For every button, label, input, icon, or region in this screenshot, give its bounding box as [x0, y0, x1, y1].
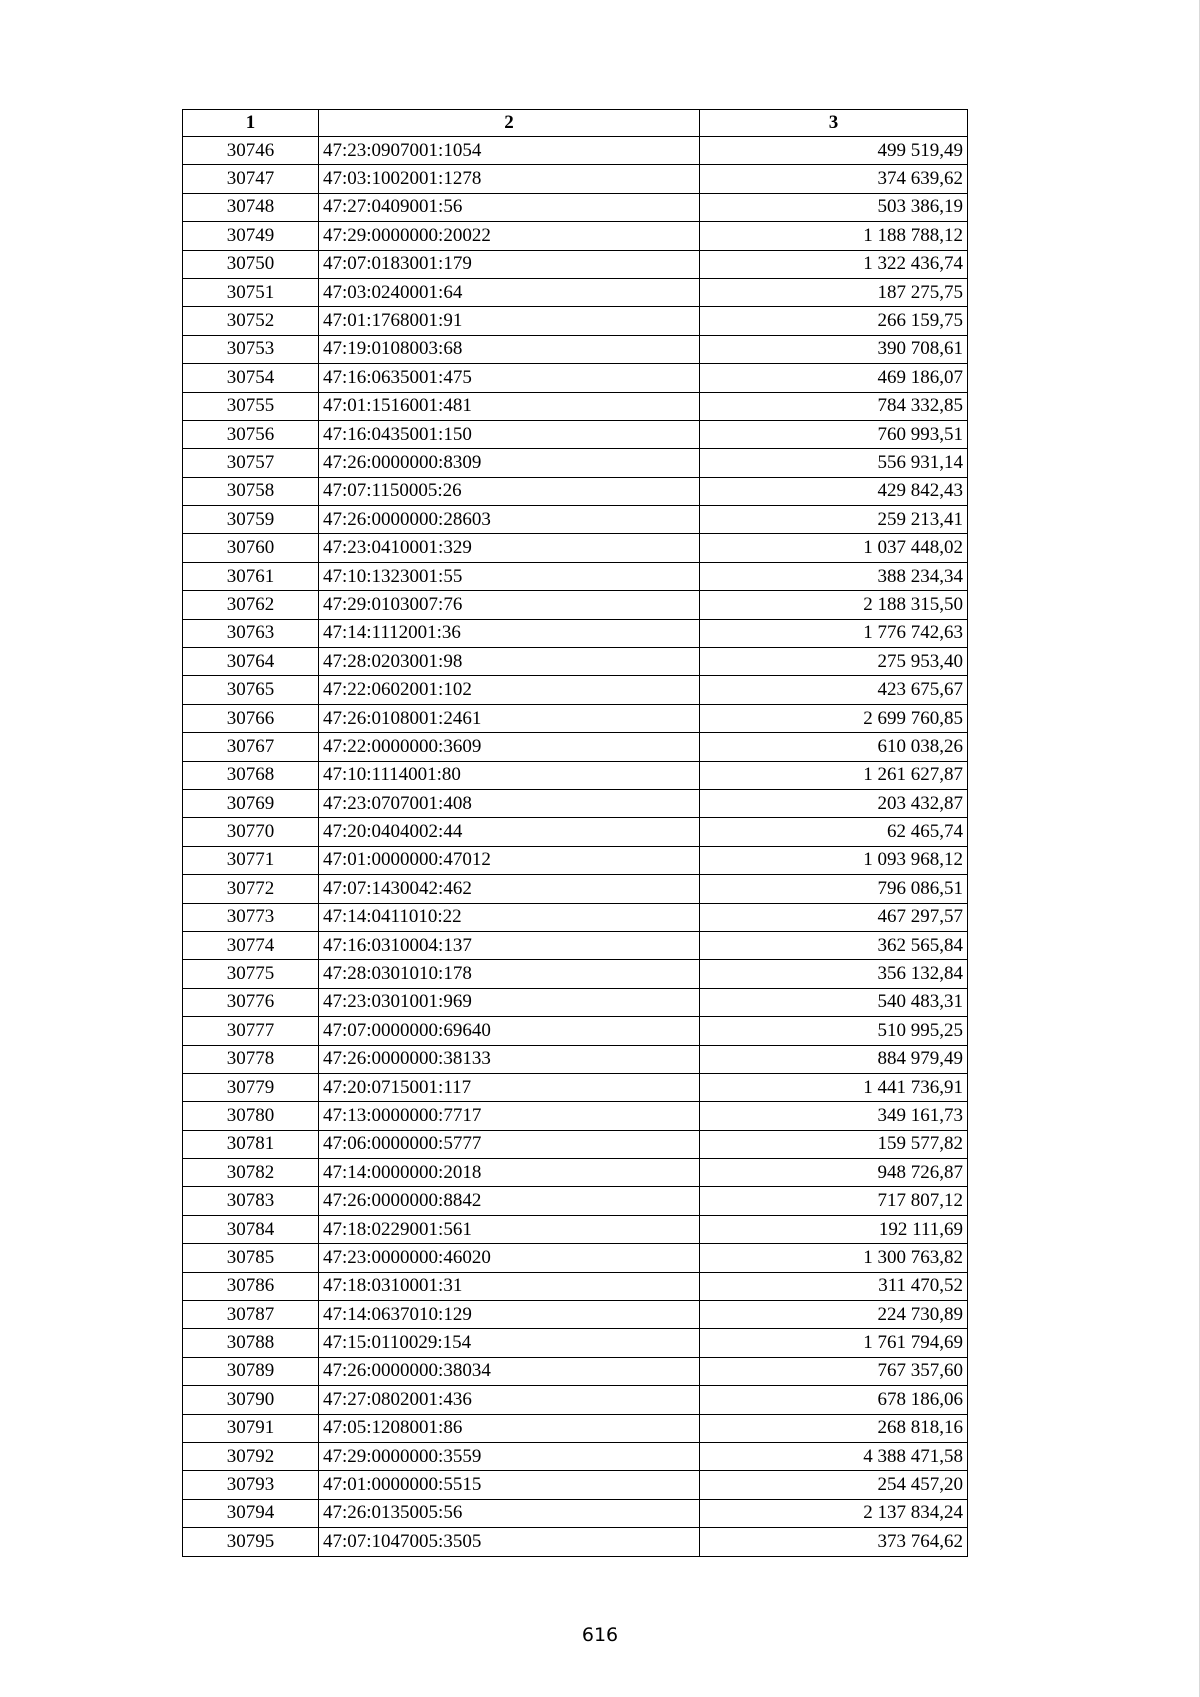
row-number-cell: 30776: [183, 988, 319, 1016]
row-number-cell: 30772: [183, 875, 319, 903]
cadastral-number-cell: 47:01:0000000:47012: [319, 846, 700, 874]
value-cell: 159 577,82: [700, 1130, 968, 1158]
row-number-cell: 30755: [183, 392, 319, 420]
cadastral-number-cell: 47:23:0410001:329: [319, 534, 700, 562]
cadastral-number-cell: 47:20:0404002:44: [319, 818, 700, 846]
row-number-cell: 30763: [183, 619, 319, 647]
table-row: [183, 534, 968, 562]
value-cell: 717 807,12: [700, 1187, 968, 1215]
value-cell: 423 675,67: [700, 676, 968, 704]
table-row: [183, 1159, 968, 1187]
value-cell: 187 275,75: [700, 278, 968, 306]
cadastral-number-cell: 47:03:1002001:1278: [319, 165, 700, 193]
cadastral-number-cell: 47:23:0907001:1054: [319, 137, 700, 165]
row-number-cell: 30750: [183, 250, 319, 278]
cadastral-number-cell: 47:27:0409001:56: [319, 193, 700, 221]
table-row: [183, 335, 968, 363]
row-number-cell: 30757: [183, 449, 319, 477]
row-number-cell: 30784: [183, 1215, 319, 1243]
cadastral-number-cell: 47:05:1208001:86: [319, 1414, 700, 1442]
cadastral-number-cell: 47:14:0000000:2018: [319, 1159, 700, 1187]
table-row: [183, 364, 968, 392]
cadastral-number-cell: 47:13:0000000:7717: [319, 1102, 700, 1130]
table-row: [183, 1329, 968, 1357]
row-number-cell: 30793: [183, 1471, 319, 1499]
value-cell: 203 432,87: [700, 789, 968, 817]
table-row: [183, 1499, 968, 1527]
cadastral-number-cell: 47:01:0000000:5515: [319, 1471, 700, 1499]
cadastral-number-cell: 47:22:0000000:3609: [319, 733, 700, 761]
table-row: [183, 846, 968, 874]
row-number-cell: 30783: [183, 1187, 319, 1215]
value-cell: 510 995,25: [700, 1017, 968, 1045]
cadastral-number-cell: 47:14:0637010:129: [319, 1301, 700, 1329]
cadastral-number-cell: 47:26:0000000:8842: [319, 1187, 700, 1215]
value-cell: 1 322 436,74: [700, 250, 968, 278]
value-cell: 1 093 968,12: [700, 846, 968, 874]
cadastral-number-cell: 47:26:0108001:2461: [319, 704, 700, 732]
table-row: [183, 1528, 968, 1556]
table-row: [183, 250, 968, 278]
column-header-2: 2: [319, 110, 700, 137]
row-number-cell: 30751: [183, 278, 319, 306]
table-row: [183, 648, 968, 676]
value-cell: 388 234,34: [700, 562, 968, 590]
value-cell: 192 111,69: [700, 1215, 968, 1243]
table-row: [183, 1357, 968, 1385]
row-number-cell: 30773: [183, 903, 319, 931]
cadastral-number-cell: 47:23:0301001:969: [319, 988, 700, 1016]
table-row: [183, 193, 968, 221]
value-cell: 767 357,60: [700, 1357, 968, 1385]
table-row: [183, 1215, 968, 1243]
cadastral-number-cell: 47:07:1430042:462: [319, 875, 700, 903]
value-cell: 540 483,31: [700, 988, 968, 1016]
table-row: [183, 420, 968, 448]
row-number-cell: 30746: [183, 137, 319, 165]
row-number-cell: 30756: [183, 420, 319, 448]
value-cell: 224 730,89: [700, 1301, 968, 1329]
value-cell: 678 186,06: [700, 1386, 968, 1414]
table-row: [183, 818, 968, 846]
table-row: [183, 137, 968, 165]
row-number-cell: 30762: [183, 591, 319, 619]
table-row: [183, 1073, 968, 1101]
cadastral-number-cell: 47:07:0000000:69640: [319, 1017, 700, 1045]
value-cell: 1 441 736,91: [700, 1073, 968, 1101]
value-cell: 610 038,26: [700, 733, 968, 761]
value-cell: 784 332,85: [700, 392, 968, 420]
row-number-cell: 30788: [183, 1329, 319, 1357]
value-cell: 2 188 315,50: [700, 591, 968, 619]
cadastral-number-cell: 47:29:0000000:3559: [319, 1442, 700, 1470]
row-number-cell: 30782: [183, 1159, 319, 1187]
value-cell: 469 186,07: [700, 364, 968, 392]
table-row: [183, 733, 968, 761]
table-row: [183, 591, 968, 619]
value-cell: 760 993,51: [700, 420, 968, 448]
cadastral-number-cell: 47:07:1047005:3505: [319, 1528, 700, 1556]
row-number-cell: 30748: [183, 193, 319, 221]
table-row: [183, 988, 968, 1016]
table-row: [183, 1272, 968, 1300]
table-row: [183, 1442, 968, 1470]
row-number-cell: 30790: [183, 1386, 319, 1414]
row-number-cell: 30786: [183, 1272, 319, 1300]
cadastral-number-cell: 47:29:0103007:76: [319, 591, 700, 619]
value-cell: 556 931,14: [700, 449, 968, 477]
table-row: [183, 1130, 968, 1158]
table-row: [183, 1045, 968, 1073]
cadastral-number-cell: 47:06:0000000:5777: [319, 1130, 700, 1158]
cadastral-number-cell: 47:03:0240001:64: [319, 278, 700, 306]
cadastral-number-cell: 47:19:0108003:68: [319, 335, 700, 363]
table-row: [183, 960, 968, 988]
row-number-cell: 30789: [183, 1357, 319, 1385]
value-cell: 374 639,62: [700, 165, 968, 193]
row-number-cell: 30787: [183, 1301, 319, 1329]
table-row: [183, 506, 968, 534]
value-cell: 503 386,19: [700, 193, 968, 221]
cadastral-number-cell: 47:15:0110029:154: [319, 1329, 700, 1357]
row-number-cell: 30770: [183, 818, 319, 846]
table-header-row: [183, 110, 968, 137]
table-row: [183, 676, 968, 704]
row-number-cell: 30764: [183, 648, 319, 676]
cadastral-number-cell: 47:20:0715001:117: [319, 1073, 700, 1101]
table-row: [183, 307, 968, 335]
row-number-cell: 30791: [183, 1414, 319, 1442]
row-number-cell: 30767: [183, 733, 319, 761]
cadastral-number-cell: 47:23:0707001:408: [319, 789, 700, 817]
table-row: [183, 903, 968, 931]
value-cell: 429 842,43: [700, 477, 968, 505]
table-row: [183, 449, 968, 477]
row-number-cell: 30794: [183, 1499, 319, 1527]
row-number-cell: 30785: [183, 1244, 319, 1272]
value-cell: 796 086,51: [700, 875, 968, 903]
value-cell: 1 261 627,87: [700, 761, 968, 789]
value-cell: 373 764,62: [700, 1528, 968, 1556]
row-number-cell: 30769: [183, 789, 319, 817]
value-cell: 948 726,87: [700, 1159, 968, 1187]
cadastral-number-cell: 47:10:1323001:55: [319, 562, 700, 590]
cadastral-number-cell: 47:26:0135005:56: [319, 1499, 700, 1527]
value-cell: 499 519,49: [700, 137, 968, 165]
table-row: [183, 875, 968, 903]
table-row: [183, 562, 968, 590]
row-number-cell: 30758: [183, 477, 319, 505]
cadastral-number-cell: 47:28:0203001:98: [319, 648, 700, 676]
table-row: [183, 931, 968, 959]
value-cell: 2 137 834,24: [700, 1499, 968, 1527]
row-number-cell: 30774: [183, 931, 319, 959]
value-cell: 349 161,73: [700, 1102, 968, 1130]
cadastral-number-cell: 47:14:1112001:36: [319, 619, 700, 647]
row-number-cell: 30754: [183, 364, 319, 392]
value-cell: 2 699 760,85: [700, 704, 968, 732]
cadastral-number-cell: 47:26:0000000:28603: [319, 506, 700, 534]
value-cell: 268 818,16: [700, 1414, 968, 1442]
cadastral-number-cell: 47:10:1114001:80: [319, 761, 700, 789]
table-header: [183, 110, 968, 137]
cadastral-number-cell: 47:07:1150005:26: [319, 477, 700, 505]
table-row: [183, 1017, 968, 1045]
row-number-cell: 30780: [183, 1102, 319, 1130]
cadastral-value-table: [182, 109, 968, 1557]
column-header-3: 3: [700, 110, 968, 137]
row-number-cell: 30771: [183, 846, 319, 874]
row-number-cell: 30775: [183, 960, 319, 988]
value-cell: 259 213,41: [700, 506, 968, 534]
table-row: [183, 1187, 968, 1215]
cadastral-number-cell: 47:16:0435001:150: [319, 420, 700, 448]
cadastral-number-cell: 47:28:0301010:178: [319, 960, 700, 988]
row-number-cell: 30779: [183, 1073, 319, 1101]
table-row: [183, 222, 968, 250]
value-cell: 4 388 471,58: [700, 1442, 968, 1470]
cadastral-number-cell: 47:27:0802001:436: [319, 1386, 700, 1414]
cadastral-number-cell: 47:26:0000000:38133: [319, 1045, 700, 1073]
row-number-cell: 30777: [183, 1017, 319, 1045]
row-number-cell: 30752: [183, 307, 319, 335]
cadastral-number-cell: 47:23:0000000:46020: [319, 1244, 700, 1272]
table-row: [183, 789, 968, 817]
cadastral-number-cell: 47:07:0183001:179: [319, 250, 700, 278]
row-number-cell: 30749: [183, 222, 319, 250]
value-cell: 1 037 448,02: [700, 534, 968, 562]
row-number-cell: 30781: [183, 1130, 319, 1158]
value-cell: 390 708,61: [700, 335, 968, 363]
value-cell: 266 159,75: [700, 307, 968, 335]
cadastral-number-cell: 47:16:0310004:137: [319, 931, 700, 959]
value-cell: 311 470,52: [700, 1272, 968, 1300]
value-cell: 362 565,84: [700, 931, 968, 959]
value-cell: 1 761 794,69: [700, 1329, 968, 1357]
table-row: [183, 278, 968, 306]
table-row: [183, 1471, 968, 1499]
row-number-cell: 30761: [183, 562, 319, 590]
cadastral-number-cell: 47:16:0635001:475: [319, 364, 700, 392]
row-number-cell: 30795: [183, 1528, 319, 1556]
row-number-cell: 30765: [183, 676, 319, 704]
table-row: [183, 1414, 968, 1442]
page-number: 616: [581, 1624, 619, 1646]
value-cell: 1 300 763,82: [700, 1244, 968, 1272]
cadastral-number-cell: 47:01:1768001:91: [319, 307, 700, 335]
cadastral-number-cell: 47:01:1516001:481: [319, 392, 700, 420]
value-cell: 884 979,49: [700, 1045, 968, 1073]
value-cell: 62 465,74: [700, 818, 968, 846]
row-number-cell: 30759: [183, 506, 319, 534]
value-cell: 275 953,40: [700, 648, 968, 676]
row-number-cell: 30760: [183, 534, 319, 562]
row-number-cell: 30747: [183, 165, 319, 193]
table-row: [183, 1386, 968, 1414]
table-row: [183, 477, 968, 505]
row-number-cell: 30753: [183, 335, 319, 363]
table-row: [183, 619, 968, 647]
cadastral-number-cell: 47:26:0000000:38034: [319, 1357, 700, 1385]
value-cell: 1 776 742,63: [700, 619, 968, 647]
cadastral-number-cell: 47:18:0229001:561: [319, 1215, 700, 1243]
cadastral-number-cell: 47:29:0000000:20022: [319, 222, 700, 250]
value-cell: 356 132,84: [700, 960, 968, 988]
table-row: [183, 392, 968, 420]
value-cell: 254 457,20: [700, 1471, 968, 1499]
cadastral-number-cell: 47:18:0310001:31: [319, 1272, 700, 1300]
row-number-cell: 30792: [183, 1442, 319, 1470]
table-row: [183, 1244, 968, 1272]
table-row: [183, 704, 968, 732]
table-row: [183, 165, 968, 193]
row-number-cell: 30766: [183, 704, 319, 732]
cadastral-number-cell: 47:26:0000000:8309: [319, 449, 700, 477]
table-row: [183, 761, 968, 789]
column-header-1: 1: [183, 110, 319, 137]
table-body: [183, 137, 968, 1557]
value-cell: 467 297,57: [700, 903, 968, 931]
cadastral-number-cell: 47:22:0602001:102: [319, 676, 700, 704]
cadastral-number-cell: 47:14:0411010:22: [319, 903, 700, 931]
value-cell: 1 188 788,12: [700, 222, 968, 250]
row-number-cell: 30778: [183, 1045, 319, 1073]
row-number-cell: 30768: [183, 761, 319, 789]
table-row: [183, 1301, 968, 1329]
table-row: [183, 1102, 968, 1130]
